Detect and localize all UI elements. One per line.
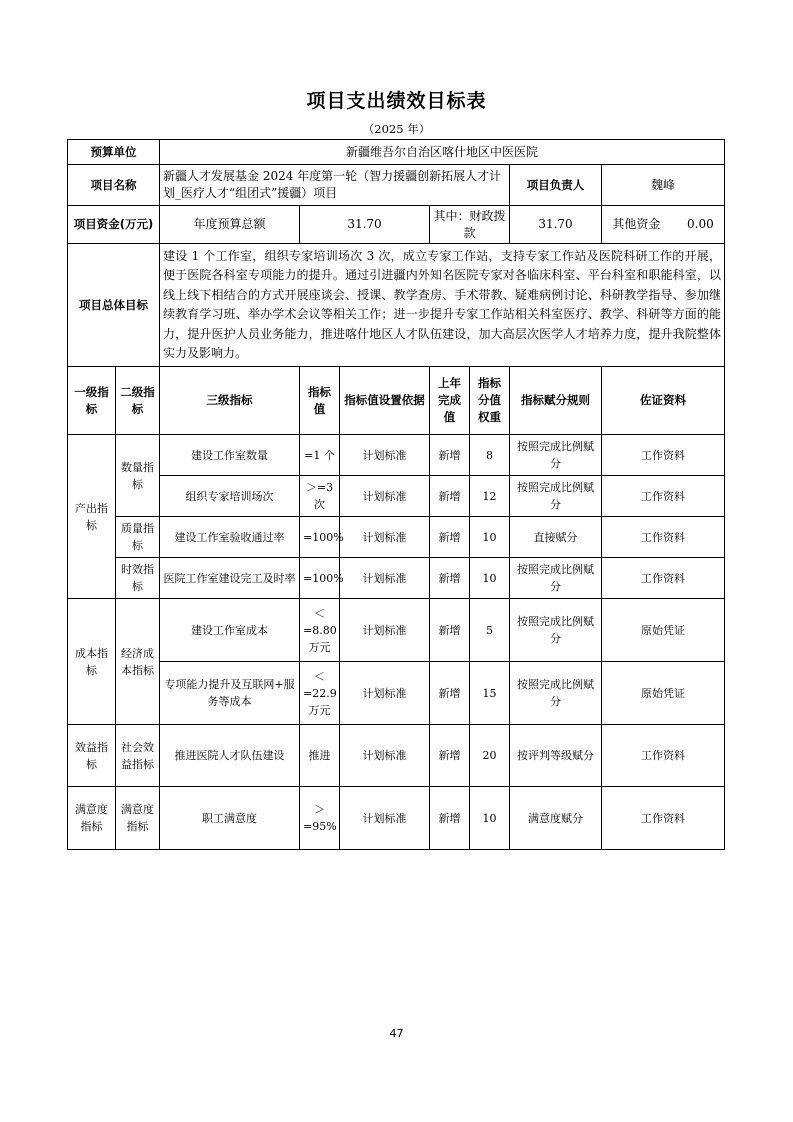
group-benefit: 效益指标 — [68, 725, 116, 787]
indicator-last-year: 新增 — [430, 787, 470, 850]
indicator-basis: 计划标准 — [340, 787, 430, 850]
fiscal-allocation-value: 31.70 — [510, 206, 602, 244]
indicator-value: =100% — [300, 517, 340, 558]
indicator-value: =1 个 — [300, 435, 340, 476]
indicator-last-year: 新增 — [430, 599, 470, 662]
header-level1: 一级指标 — [68, 367, 116, 435]
indicator-weight: 10 — [470, 558, 510, 599]
table-row — [68, 725, 725, 787]
budget-unit-label: 预算单位 — [68, 140, 160, 165]
indicator-weight: 12 — [470, 476, 510, 517]
indicator-weight: 8 — [470, 435, 510, 476]
indicator-last-year: 新增 — [430, 517, 470, 558]
indicator-evidence: 工作资料 — [602, 787, 725, 850]
overall-goal-text: 建设 1 个工作室，组织专家培训场次 3 次，成立专家工作站，支持专家工作站及医院科研工作的开展，便于医院各科室专项能力的提升。通过引进疆内外知名医院专家对各临床科室、平台科室和职能科室，以线上线下相结合的方式开展座谈会、授课、教学查房、手术带教、疑难病例讨论、科研教学指导、参加继续教育学习班、举办学术会议等相关工作；进一步提升专家工作站相关科室医疗、教学、科研等方面的能力，提升医护人员业务能力，推进喀什地区人才队伍建设，加大高层次医学人才培养力度，提升我院整体实力及影响力。 — [160, 244, 725, 367]
indicator-value: ＞=95% — [300, 787, 340, 850]
indicator-weight: 20 — [470, 725, 510, 787]
indicator-name: 组织专家培训场次 — [160, 476, 300, 517]
budget-unit-value: 新疆维吾尔自治区喀什地区中医医院 — [160, 140, 725, 165]
table-row — [68, 435, 725, 476]
indicator-last-year: 新增 — [430, 725, 470, 787]
indicator-evidence: 工作资料 — [602, 725, 725, 787]
indicator-evidence: 工作资料 — [602, 517, 725, 558]
budget-unit-row — [68, 140, 725, 165]
indicator-rule: 直接赋分 — [510, 517, 602, 558]
indicator-weight: 10 — [470, 787, 510, 850]
header-rule: 指标赋分规则 — [510, 367, 602, 435]
indicator-name: 建设工作室数量 — [160, 435, 300, 476]
subgroup-economic-cost: 经济成本指标 — [116, 599, 160, 725]
other-funds-value: 0.00 — [687, 217, 714, 231]
indicator-evidence: 工作资料 — [602, 558, 725, 599]
table-row — [68, 517, 725, 558]
indicator-value: ＞=3次 — [300, 476, 340, 517]
project-manager-label: 项目负责人 — [510, 165, 602, 206]
subgroup-quality: 质量指标 — [116, 517, 160, 558]
indicator-rule: 按照完成比例赋分 — [510, 558, 602, 599]
indicator-last-year: 新增 — [430, 476, 470, 517]
indicator-evidence: 原始凭证 — [602, 599, 725, 662]
indicator-rule: 满意度赋分 — [510, 787, 602, 850]
table-row — [68, 787, 725, 850]
table-row — [68, 476, 725, 517]
indicator-rule: 按照完成比例赋分 — [510, 476, 602, 517]
other-funds-label-text: 其他资金 — [612, 217, 661, 231]
annual-budget-label: 年度预算总额 — [160, 206, 300, 244]
indicator-weight: 10 — [470, 517, 510, 558]
header-last-year: 上年完成值 — [430, 367, 470, 435]
indicator-basis: 计划标准 — [340, 517, 430, 558]
indicator-basis: 计划标准 — [340, 476, 430, 517]
indicator-last-year: 新增 — [430, 662, 470, 725]
year-label: （2025 年） — [362, 122, 431, 136]
subgroup-timeliness: 时效指标 — [116, 558, 160, 599]
indicator-rule: 按照完成比例赋分 — [510, 599, 602, 662]
overall-goal-row — [68, 244, 725, 367]
indicator-basis: 计划标准 — [340, 435, 430, 476]
project-name-label: 项目名称 — [68, 165, 160, 206]
header-weight: 指标分值权重 — [470, 367, 510, 435]
indicator-last-year: 新增 — [430, 558, 470, 599]
header-evidence: 佐证资料 — [602, 367, 725, 435]
indicator-last-year: 新增 — [430, 435, 470, 476]
indicator-name: 推进医院人才队伍建设 — [160, 725, 300, 787]
header-basis: 指标值设置依据 — [340, 367, 430, 435]
overall-goal-label: 项目总体目标 — [68, 244, 160, 367]
fiscal-allocation-label: 其中：财政拨款 — [430, 206, 510, 244]
subgroup-social-benefit: 社会效益指标 — [116, 725, 160, 787]
table-row — [68, 662, 725, 725]
indicator-rule: 按评判等级赋分 — [510, 725, 602, 787]
indicator-weight: 15 — [470, 662, 510, 725]
subgroup-satisfaction: 满意度指标 — [116, 787, 160, 850]
indicator-evidence: 工作资料 — [602, 476, 725, 517]
indicator-name: 专项能力提升及互联网+服务等成本 — [160, 662, 300, 725]
indicator-value: ＜=8.80万元 — [300, 599, 340, 662]
table-row — [68, 558, 725, 599]
indicator-name: 建设工作室验收通过率 — [160, 517, 300, 558]
annual-budget-value: 31.70 — [300, 206, 430, 244]
performance-target-table — [67, 139, 725, 850]
indicator-name: 职工满意度 — [160, 787, 300, 850]
indicator-name: 医院工作室建设完工及时率 — [160, 558, 300, 599]
page-number: 47 — [389, 1027, 404, 1040]
indicator-weight: 5 — [470, 599, 510, 662]
page-title: 项目支出绩效目标表 — [306, 90, 487, 112]
header-value: 指标值 — [300, 367, 340, 435]
header-level3: 三级指标 — [160, 367, 300, 435]
indicator-evidence: 工作资料 — [602, 435, 725, 476]
group-satisfaction: 满意度指标 — [68, 787, 116, 850]
subgroup-quantity: 数量指标 — [116, 435, 160, 517]
project-manager-value: 魏峰 — [602, 165, 725, 206]
group-cost: 成本指标 — [68, 599, 116, 725]
project-name-row — [68, 165, 725, 206]
table-row — [68, 599, 725, 662]
indicator-value: 推进 — [300, 725, 340, 787]
other-funds-label — [602, 206, 725, 244]
indicator-basis: 计划标准 — [340, 599, 430, 662]
project-name-value: 新疆人才发展基金 2024 年度第一轮（智力援疆创新拓展人才计划_医疗人才“组团式”援疆）项目 — [160, 165, 510, 206]
indicator-value: ＜=22.9万元 — [300, 662, 340, 725]
funds-label: 项目资金(万元) — [68, 206, 160, 244]
funds-row — [68, 206, 725, 244]
indicator-evidence: 原始凭证 — [602, 662, 725, 725]
indicator-basis: 计划标准 — [340, 558, 430, 599]
indicator-basis: 计划标准 — [340, 725, 430, 787]
indicator-basis: 计划标准 — [340, 662, 430, 725]
indicator-name: 建设工作室成本 — [160, 599, 300, 662]
indicator-value: =100% — [300, 558, 340, 599]
indicator-header-row — [68, 367, 725, 435]
indicator-rule: 按照完成比例赋分 — [510, 435, 602, 476]
group-output: 产出指标 — [68, 435, 116, 599]
header-level2: 二级指标 — [116, 367, 160, 435]
indicator-rule: 按照完成比例赋分 — [510, 662, 602, 725]
